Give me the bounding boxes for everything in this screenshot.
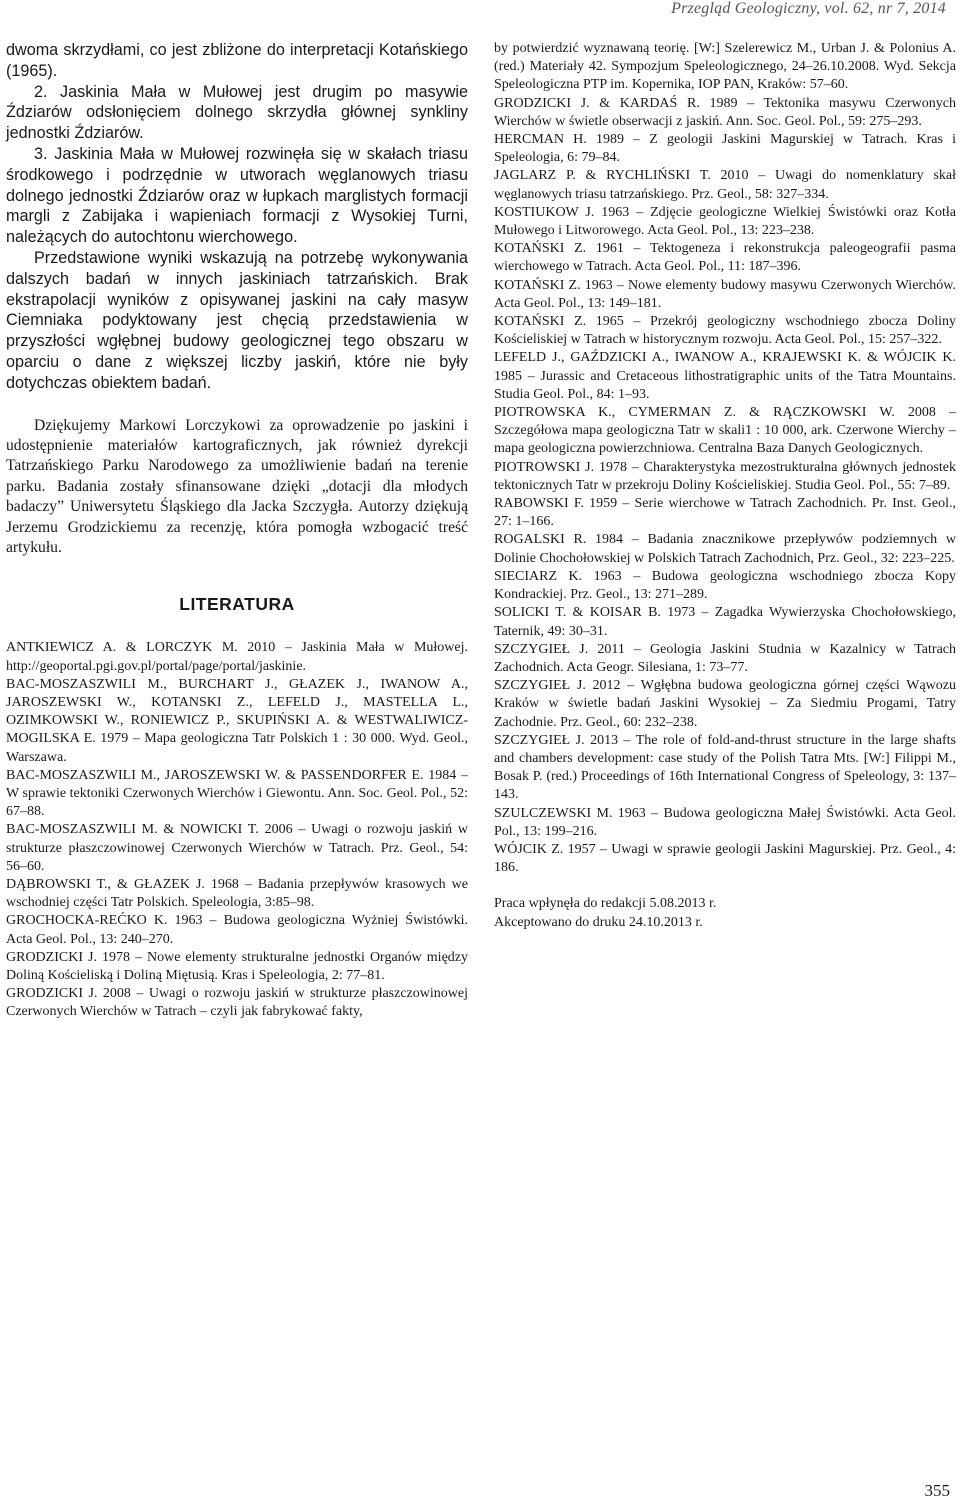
conclusion-point-2: 2. Jaskinia Mała w Mułowej jest drugim po masywie Ździarów odsłonięciem dolnego skrzydła głównej synkliny jednostki Ździarów. bbox=[6, 82, 468, 143]
received-date: Praca wpłynęła do redakcji 5.08.2013 r. bbox=[494, 896, 717, 912]
left-column bbox=[6, 40, 468, 1022]
reference-item: SZCZYGIEŁ J. 2013 – The role of fold-and-thrust structure in the large shafts and chambers development: case study of the Polish Tatra Mts. [W:] Filippi M., Bosak P. (red.) Proceedings of 16th International Congress of Speleology, 3: 137–143. bbox=[494, 732, 956, 803]
references-left bbox=[6, 639, 468, 1021]
reference-item: GRODZICKI J. 2008 – Uwagi o rozwoju jaskiń w strukturze płaszczowinowej Czerwonych Wierchów w Tatrach – czyli jak fabrykować fakty, bbox=[6, 986, 468, 1020]
reference-item: KOTAŃSKI Z. 1963 – Nowe elementy budowy masywu Czerwonych Wierchów. Acta Geol. Pol., 13: 149–181. bbox=[494, 277, 956, 311]
reference-item: PIOTROWSKI J. 1978 – Charakterystyka mezostrukturalna głównych jednostek tektonicznych Tatr w przekroju Doliny Kościeliskiej. Studia Geol. Pol., 55: 7–89. bbox=[494, 459, 956, 493]
reference-item: JAGLARZ P. & RYCHLIŃSKI T. 2010 – Uwagi do nomenklatury skał węglanowych triasu tatrzańskiego. Prz. Geol., 58: 327–334. bbox=[494, 168, 956, 202]
reference-item: DĄBROWSKI T., & GŁAZEK J. 1968 – Badania przepływów krasowych we wschodniej części Tatr Polskich. Speleologia, 3:85–98. bbox=[6, 877, 468, 911]
references-right bbox=[494, 40, 956, 877]
literature-heading: LITERATURA bbox=[179, 594, 295, 615]
reference-item: KOTAŃSKI Z. 1961 – Tektogeneza i rekonstrukcja paleogeografii pasma wierchowego w Tatrach. Acta Geol. Pol., 11: 187–396. bbox=[494, 241, 956, 275]
reference-item: SZCZYGIEŁ J. 2012 – Wgłębna budowa geologiczna górnej części Wąwozu Kraków w świetle badań Jaskini Wysokiej – Za Siedmiu Progami, Tatry Zachodnie. Prz. Geol., 60: 232–238. bbox=[494, 678, 956, 730]
accepted-date: Akceptowano do druku 24.10.2013 r. bbox=[494, 914, 703, 930]
page-number: 355 bbox=[924, 1481, 950, 1500]
reference-item: BAC-MOSZASZWILI M., BURCHART J., GŁAZEK J., IWANOW A., JAROSZEWSKI W., KOTANSKI Z., LEFELD J., MASTELLA L., OZIMKOWSKI W., RONIEWICZ P., SKUPIŃSKI A. & WESTWALIWICZ-MOGILSKA E. 1979 – Mapa geologiczna Tatr Polskich 1 : 30 000. Wyd. Geol., Warszawa. bbox=[6, 676, 468, 765]
reference-item: BAC-MOSZASZWILI M. & NOWICKI T. 2006 – Uwagi o rozwoju jaskiń w strukturze płaszczowinowej Czerwonych Wierchów w Tatrach. Prz. Geol., 54: 56–60. bbox=[6, 822, 468, 874]
reference-item: SOLICKI T. & KOISAR B. 1973 – Zagadka Wywierzyska Chochołowskiego, Taternik, 49: 30–31. bbox=[494, 605, 956, 639]
reference-item: SIECIARZ K. 1963 – Budowa geologiczna wschodniego zbocza Kopy Kondrackiej. Prz. Geol., 13: 271–289. bbox=[494, 568, 956, 603]
reference-item: WÓJCIK Z. 1957 – Uwagi w sprawie geologii Jaskini Magurskiej. Prz. Geol., 4: 186. bbox=[494, 841, 956, 876]
reference-item: SZULCZEWSKI M. 1963 – Budowa geologiczna Małej Świstówki. Acta Geol. Pol., 13: 199–216. bbox=[494, 805, 956, 839]
reference-item: KOTAŃSKI Z. 1965 – Przekrój geologiczny wschodniego zbocza Doliny Kościeliskiej w Tatrach w historycznym rozwoju. Acta Geol. Pol., 15: 257–322. bbox=[494, 314, 956, 348]
reference-item: by potwierdzić wyznawaną teorię. [W:] Szelerewicz M., Urban J. & Polonius A. (red.) Materiały 42. Sympozjum Speleologicznego, 24–26.10.2008. Wyd. Sekcja Speleologiczna PTP im. Kopernika, IOP PAN, Kraków: 57–60. bbox=[494, 41, 956, 93]
journal-header: Przegląd Geologiczny, vol. 62, nr 7, 2014 bbox=[671, 0, 946, 17]
reference-item: PIOTROWSKA K., CYMERMAN Z. & RĄCZKOWSKI W. 2008 – Szczegółowa mapa geologiczna Tatr w skali1 : 10 000, ark. Czerwone Wierchy – mapa geologiczna powierzchniowa. Centralna Baza Danych Geologicznych. bbox=[494, 405, 956, 457]
reference-item: RABOWSKI F. 1959 – Serie wierchowe w Tatrach Zachodnich. Pr. Inst. Geol., 27: 1–166. bbox=[494, 496, 956, 530]
conclusion-point-3: 3. Jaskinia Mała w Mułowej rozwinęła się w skałach triasu środkowego i podrzędnie w utworach węglanowych triasu dolnego jednostki Ździarów oraz w łupkach marglistych formacji margli z Zabijaka i wapieniach formacji z Wysokiej Turni, należących do autochtonu wierchowego. bbox=[6, 144, 468, 247]
reference-item: KOSTIUKOW J. 1963 – Zdjęcie geologiczne Wielkiej Świstówki oraz Kotła Mułowego i Litworowego. Acta Geol. Pol., 13: 223–238. bbox=[494, 204, 956, 239]
reference-item: GROCHOCKA-REĆKO K. 1963 – Budowa geologiczna Wyżniej Świstówki. Acta Geol. Pol., 13: 240–270. bbox=[6, 913, 468, 947]
right-column bbox=[494, 40, 956, 932]
reference-item: ROGALSKI R. 1984 – Badania znacznikowe przepływów podziemnych w Dolinie Chochołowskiej w Polskich Tatrach Zachodnich, Prz. Geol., 32: 223–225. bbox=[494, 532, 956, 566]
reference-item: BAC-MOSZASZWILI M., JAROSZEWSKI W. & PASSENDORFER E. 1984 – W sprawie tektoniki Czerwonych Wierchów i Giewontu. Ann. Soc. Geol. Pol., 52: 67–88. bbox=[6, 767, 468, 820]
reference-item: LEFELD J., GAŹDZICKI A., IWANOW A., KRAJEWSKI K. & WÓJCIK K. 1985 – Jurassic and Cretaceous lithostratigraphic units of the Tatra Mountains. Studia Geol. Pol., 84: 1–93. bbox=[494, 350, 956, 402]
acknowledgement-paragraph: Dziękujemy Markowi Lorczykowi za oprowadzenie po jaskini i udostępnienie materiałów kartograficznych, jak również dyrekcji Tatrzańskiego Parku Narodowego za umożliwienie badań na terenie parku. Badania zostały sfinansowane dzięki „dotacji dla młodych badaczy” Uniwersytetu Śląskiego dla Jacka Szczygła. Autorzy dziękują Jerzemu Grodzickiemu za recenzję, która pomogła wzbogacić treść artykułu. bbox=[6, 416, 468, 556]
reference-item: HERCMAN H. 1989 – Z geologii Jaskini Magurskiej w Tatrach. Kras i Speleologia, 6: 79–84. bbox=[494, 132, 956, 166]
reference-item: ANTKIEWICZ A. & LORCZYK M. 2010 – Jaskinia Mała w Mułowej. http://geoportal.pgi.gov.pl/portal/page/portal/jaskinie. bbox=[6, 640, 468, 674]
reference-item: GRODZICKI J. & KARDAŚ R. 1989 – Tektonika masywu Czerwonych Wierchów w świetle obserwacji z jaskiń. Ann. Soc. Geol. Pol., 59: 275–293. bbox=[494, 95, 956, 129]
reference-item: GRODZICKI J. 1978 – Nowe elementy strukturalne jednostki Organów między Doliną Kościeliską i Doliną Miętusią. Kras i Speleologia, 2: 77–81. bbox=[6, 949, 468, 984]
conclusion-paragraph-final: Przedstawione wyniki wskazują na potrzebę wykonywania dalszych badań w innych jaskiniach tatrzańskich. Brak ekstrapolacji wyników z opisywanej jaskini na cały masyw Ciemniaka podyktowany jest chęcią przedstawienia w przyszłości wgłębnej budowy geologicznej tego obszaru w oparciu o dane z większej liczby jaskiń, które nie były dotychczas obiektem badań. bbox=[6, 248, 468, 392]
reference-item: SZCZYGIEŁ J. 2011 – Geologia Jaskini Studnia w Kazalnicy w Tatrach Zachodnich. Acta Geogr. Silesiana, 1: 73–77. bbox=[494, 641, 956, 675]
conclusion-paragraph-1: dwoma skrzydłami, co jest zbliżone do interpretacji Kotańskiego (1965). bbox=[6, 41, 468, 80]
